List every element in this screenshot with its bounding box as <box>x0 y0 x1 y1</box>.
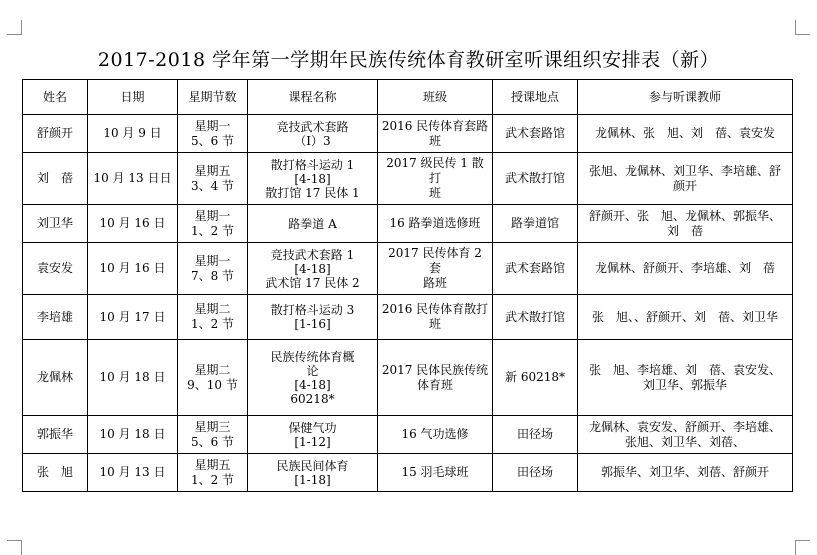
table-row <box>23 340 793 416</box>
cell-week-periods <box>178 205 248 243</box>
cell-course <box>248 454 378 492</box>
cell-course <box>248 340 378 416</box>
cell-week-periods-line: 星期一 <box>194 253 231 268</box>
cell-class-line: 班 <box>428 133 441 148</box>
cell-name: 舒颜开 <box>23 115 88 153</box>
cell-teachers <box>578 454 793 492</box>
cell-teachers-line: 张旭、刘卫华、刘蓓、 <box>624 434 745 449</box>
header-name: 姓名 <box>23 80 88 115</box>
cell-class-line: 体育班 <box>416 377 453 392</box>
cell-course <box>248 115 378 153</box>
cell-name: 李培雄 <box>23 295 88 340</box>
cell-teachers-line: 郭振华、刘卫华、刘蓓、舒颜开 <box>600 465 769 479</box>
cell-class <box>378 295 493 340</box>
cell-name: 袁安发 <box>23 243 88 295</box>
cell-class-line: 2017 级民传 1 散打 <box>386 156 484 185</box>
cell-course <box>248 416 378 454</box>
cell-course-line: 武术馆 17 民体 2 <box>265 275 360 290</box>
cell-week-periods-line: 5、6 节 <box>190 133 235 148</box>
cell-course-line: [1-18] <box>294 472 331 487</box>
cell-class-line: 16 气功选修 <box>401 427 469 441</box>
header-week-periods: 星期节数 <box>178 80 248 115</box>
table-row <box>23 153 793 205</box>
cell-class-line: 路班 <box>422 276 447 290</box>
cell-class <box>378 340 493 416</box>
cell-course-line: 民族民间体育 <box>276 458 349 473</box>
cell-class-line: 班 <box>428 317 441 331</box>
cell-week-periods-line: 星期一 <box>194 208 231 223</box>
crop-mark-bottom-left <box>7 540 22 555</box>
cell-week-periods-line: 1、2 节 <box>190 472 235 487</box>
cell-place: 武术散打馆 <box>493 295 578 340</box>
cell-date: 10 月 9 日 <box>88 115 178 153</box>
cell-teachers-line: 龙佩林、袁安发、舒颜开、李培雄、 <box>588 419 781 434</box>
cell-week-periods-line: 7、8 节 <box>190 268 235 283</box>
cell-place: 田径场 <box>493 454 578 492</box>
cell-course-line: 民族传统体育概 <box>270 349 355 364</box>
cell-course <box>248 153 378 205</box>
cell-course-line: 散打格斗运动 3 <box>270 303 355 317</box>
cell-course-line: [4-18] <box>294 171 331 186</box>
header-place: 授课地点 <box>493 80 578 115</box>
header-date: 日期 <box>88 80 178 115</box>
cell-teachers <box>578 115 793 153</box>
cell-week-periods <box>178 416 248 454</box>
cell-place: 武术套路馆 <box>493 115 578 153</box>
cell-week-periods-line: 1、2 节 <box>190 223 235 238</box>
cell-name: 郭振华 <box>23 416 88 454</box>
cell-class-line: 班 <box>428 186 441 200</box>
cell-class-line: 2017 民体民族传统 <box>381 362 489 377</box>
cell-week-periods-line: 1、2 节 <box>190 317 235 331</box>
cell-teachers-line: 龙佩林、舒颜开、李培雄、刘 蓓 <box>594 261 775 275</box>
cell-class <box>378 115 493 153</box>
cell-teachers <box>578 340 793 416</box>
cell-date: 10 月 13 日日 <box>88 153 178 205</box>
cell-date: 10 月 13 日 <box>88 454 178 492</box>
cell-course-line: （Ⅰ）3 <box>294 133 331 148</box>
cell-course-line: 论 <box>306 363 319 378</box>
cell-place: 武术套路馆 <box>493 243 578 295</box>
cell-week-periods-line: 星期二 <box>194 302 231 316</box>
cell-date: 10 月 18 日 <box>88 416 178 454</box>
cell-course-line: 竞技武术套路 <box>276 119 349 134</box>
cell-week-periods <box>178 115 248 153</box>
cell-date: 10 月 16 日 <box>88 205 178 243</box>
cell-course-line: [1-12] <box>294 434 331 449</box>
cell-course-line: 散打格斗运动 1 <box>270 157 355 172</box>
header-class: 班级 <box>378 80 493 115</box>
header-course: 课程名称 <box>248 80 378 115</box>
crop-mark-top-right <box>795 20 810 35</box>
cell-week-periods <box>178 243 248 295</box>
cell-week-periods <box>178 454 248 492</box>
cell-class-line: 2016 民传体育散打 <box>381 302 489 316</box>
table-row <box>23 243 793 295</box>
cell-class-line: 2017 民传体育 2 套 <box>388 246 482 275</box>
cell-date: 10 月 16 日 <box>88 243 178 295</box>
cell-place: 路拳道馆 <box>493 205 578 243</box>
cell-week-periods-line: 3、4 节 <box>190 178 235 193</box>
cell-teachers-line: 颜开 <box>672 178 697 193</box>
cell-week-periods-line: 星期五 <box>194 457 231 472</box>
cell-course <box>248 295 378 340</box>
cell-week-periods <box>178 153 248 205</box>
cell-teachers <box>578 295 793 340</box>
table-row <box>23 416 793 454</box>
cell-course-line: [4-18] <box>294 261 331 276</box>
cell-teachers-line: 舒颜开、张 旭、龙佩林、郭振华、 <box>588 208 781 223</box>
cell-name: 龙佩林 <box>23 340 88 416</box>
table-row <box>23 115 793 153</box>
cell-class <box>378 153 493 205</box>
cell-course-line: 散打馆 17 民体 1 <box>265 185 360 200</box>
cell-class-line: 15 羽毛球班 <box>401 465 469 479</box>
cell-teachers-line: 张 旭、、舒颜开、刘 蓓、刘卫华 <box>591 309 778 324</box>
schedule-table <box>22 79 793 492</box>
cell-teachers <box>578 153 793 205</box>
cell-week-periods-line: 5、6 节 <box>190 434 235 449</box>
cell-place: 田径场 <box>493 416 578 454</box>
table-header-row <box>23 80 793 115</box>
cell-week-periods <box>178 295 248 340</box>
cell-teachers-line: 张旭、龙佩林、刘卫华、李培雄、舒 <box>588 163 781 178</box>
cell-teachers-line: 张 旭、李培雄、刘 蓓、袁安发、 <box>588 362 781 377</box>
cell-course-line: 路拳道 A <box>288 216 337 231</box>
cell-class-line: 2016 民传体育套路 <box>381 118 489 133</box>
cell-teachers-line: 刘 蓓 <box>666 223 703 238</box>
cell-week-periods-line: 星期一 <box>194 118 231 133</box>
cell-week-periods <box>178 340 248 416</box>
cell-week-periods-line: 星期五 <box>194 163 231 178</box>
cell-name: 张 旭 <box>23 454 88 492</box>
cell-teachers-line: 龙佩林、张 旭、刘 蓓、袁安发 <box>594 126 775 140</box>
header-teachers: 参与听课教师 <box>578 80 793 115</box>
table-row <box>23 205 793 243</box>
table-row <box>23 295 793 340</box>
document-title: 2017-2018 学年第一学期年民族传统体育教研室听课组织安排表（新） <box>97 49 720 71</box>
cell-name: 刘卫华 <box>23 205 88 243</box>
cell-course-line: 保健气功 <box>288 420 337 435</box>
cell-course-line: 60218* <box>290 391 335 406</box>
crop-mark-bottom-right <box>795 540 810 555</box>
cell-teachers <box>578 416 793 454</box>
cell-date: 10 月 18 日 <box>88 340 178 416</box>
table-row <box>23 454 793 492</box>
cell-place: 新 60218* <box>493 340 578 416</box>
cell-course-line: [1-16] <box>294 317 331 331</box>
cell-class <box>378 243 493 295</box>
cell-course-line: [4-18] <box>294 377 331 392</box>
cell-teachers <box>578 205 793 243</box>
cell-week-periods-line: 星期三 <box>194 419 231 434</box>
cell-teachers <box>578 243 793 295</box>
cell-name: 刘 蓓 <box>23 153 88 205</box>
cell-course <box>248 205 378 243</box>
cell-class <box>378 205 493 243</box>
cell-course <box>248 243 378 295</box>
cell-class <box>378 416 493 454</box>
cell-place: 武术散打馆 <box>493 153 578 205</box>
cell-teachers-line: 刘卫华、郭振华 <box>642 377 727 392</box>
crop-mark-top-left <box>7 20 22 35</box>
cell-class-line: 16 路拳道选修班 <box>389 216 481 230</box>
cell-course-line: 竞技武术套路 1 <box>270 247 355 262</box>
cell-class <box>378 454 493 492</box>
cell-date: 10 月 17 日 <box>88 295 178 340</box>
cell-week-periods-line: 星期二 <box>194 362 231 377</box>
cell-week-periods-line: 9、10 节 <box>187 377 238 392</box>
